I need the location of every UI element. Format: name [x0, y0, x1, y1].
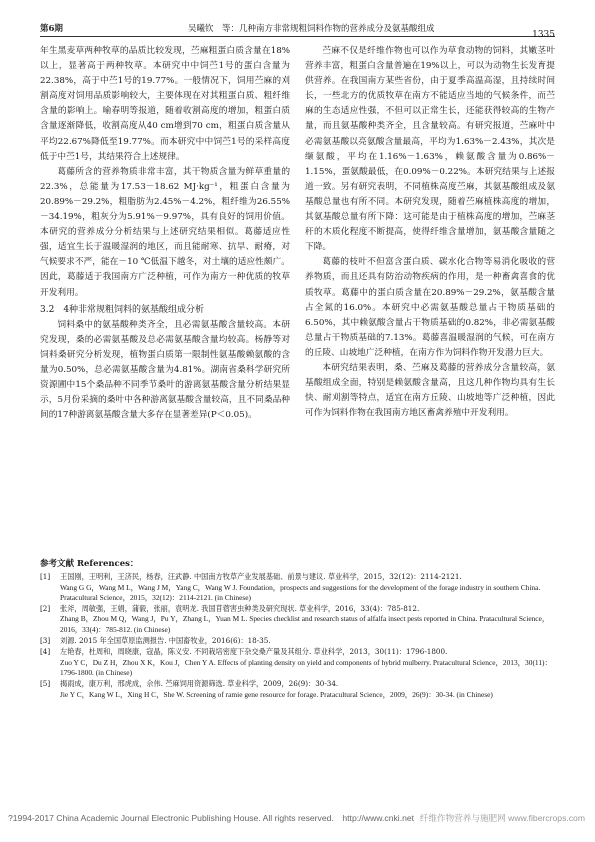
paragraph: 葛藤所含的营养物质非常丰富，其干物质含量为鲜草重量的22.3%，总能量为17.53－18.62 MJ·kg⁻¹，粗蛋白含量为20.89%－29.2%，粗脂肪为2.45%－4.2%，粗纤维为26.55%－34.19%，粗灰分为5.91%－9.97%，具有良好的饲用价值。本研究的营养成分分析结果与上述研究结果相似。葛藤适应性强，适宜生长于温暖湿润的地区，而且能耐寒、抗旱、耐瘠，对气候要求不严，能在－10 ℃低温下越冬，对土壤的适应性颇广。因此，葛藤适于我国南方广泛种植，可作为南方一种优质的牧草开发利用。: [40, 166, 290, 298]
right-column: [305, 44, 555, 549]
reference-en: Jie Y C，Kang W L，Xing H C，She W. Screening of ramie gene resource for forage. Pratacultural Science，2009，26(9)：30-34. (in Chinese): [60, 689, 493, 699]
issue-number: 第6期: [40, 24, 63, 34]
reference-item: [40, 679, 555, 700]
running-title: 吴曦钦 等：几种南方非常规粗饲料作物的营养成分及氨基酸组成: [188, 24, 435, 34]
paragraph: 饲料桑中的氨基酸种类齐全，且必需氨基酸含量较高。本研究发现，桑的必需氨基酸及总必需氨基酸含量均较高。杨静等对饲料桑研究分析发现，植物蛋白质第一限制性氨基酸赖氨酸的含量为0.50%，总必需氨基酸含量为4.81%。湖南省桑科学研究所资源圃中15个桑品种不同季节桑叶的游离氨基酸含量分析结果显示，5月份采摘的桑叶中各种游离氨基酸含量较高，且不同桑品种间的17种游离氨基酸含量大多存在显著差异(P＜0.05)。: [40, 319, 290, 421]
site-watermark: 纤维作物营养与施肥网 www.fibercrops.com: [419, 813, 585, 823]
reference-item: [40, 604, 555, 635]
section-heading: 3.2 4种非常规粗饲料的氨基酸组成分析: [40, 304, 205, 315]
copyright-notice: ?1994-2017 China Academic Journal Electronic Publishing House. All rights reserved. http://www.cnki.net: [8, 813, 415, 823]
reference-cn: 左艳春，杜周和，周晓康，寇晶，陈义安. 不同栽培密度下杂交桑产量及其组分. 草业科学，2013，30(11)：1796-1800.: [60, 647, 448, 657]
reference-number: [1]: [40, 572, 51, 582]
reference-cn: 揭雨成，康万利，邢虎成，佘伟. 苎麻饲用资源筛选. 草业科学，2009，26(9)：30-34.: [60, 679, 339, 689]
page-footer: [0, 812, 595, 832]
reference-en: Zuo Y C，Du Z H，Zhou X K，Kou J，Chen Y A. Effects of planting density on yield and components of hybrid mulberry. Pratacultural Science，2013，30(11)：1796-1800. (in Chinese): [60, 657, 552, 677]
references-title: 参考文献 References：: [40, 559, 139, 569]
reference-item: [40, 572, 555, 603]
body-columns: [40, 44, 555, 549]
reference-cn: 张斧，周敏强，王娟，蒲毅，张丽，袁明龙. 我国苜蓿害虫种类及研究现状. 草业科学，2016，33(4)：785-812.: [60, 604, 420, 614]
paragraph: 苎麻不仅是纤维作物也可以作为草食动物的饲料，其嫩茎叶营养丰富，粗蛋白含量普遍在19%以上，可以为动物生长发育提供营养。在我国南方某些省份，由于夏季高温高湿，且持续时间长，一些北方的优质牧草在南方不能适应当地的气候条件，而苎麻的生态适应性强，不但可以正常生长，还能获得较高的生物产量，而且氨基酸种类齐全，且含量较高。有研究报道，苎麻叶中必需氨基酸以亮氨酸含量最高，平均为1.63%－2.43%，其次是缬氨酸，平均在1.16%－1.63%，赖氨酸含量为0.86%－1.15%，蛋氨酸最低，在0.09%－0.22%。本研究结果与上述报道一致。另有研究表明，不同植株高度苎麻，其氨基酸组成及氨基酸总量也有所不同。本研究发现，随着苎麻植株高度的增加，其氨基酸总量有所下降：这可能是由于植株高度的增加，苎麻茎秆的木质化程度不断提高，使得纤维含量增加，氨基酸含量随之下降。: [305, 46, 555, 253]
reference-number: [5]: [40, 679, 51, 689]
reference-item: [40, 647, 555, 678]
reference-item: [40, 636, 555, 646]
paragraph: 葛藤的枝叶不但富含蛋白质、碳水化合物等易消化吸收的营养物质，而且还具有防治动物疾病的作用，是一种畜禽喜食的优质牧草。葛藤中的蛋白质含量在20.89%－29.2%，氨基酸含量占全氮的16.0%。本研究中必需氨基酸总量占干物质基础的6.50%，其中赖氨酸含量占干物质基础的0.82%，非必需氨基酸总量占干物质基础的7.13%。葛藤喜温暖湿润的气候，可在南方的丘陵、山坡地广泛种植，在南方作为饲料作物开发潜力巨大。: [305, 257, 555, 358]
reference-en: Wang G G，Wang M L，Wang J M，Yang C，Wang W J. Foundation，prospects and suggestions for the development of the forage industry in southern China. Pratacultural Science，2015，32(12)：2114-2121. (in Chinese): [60, 582, 541, 602]
reference-number: [3]: [40, 636, 51, 646]
reference-number: [2]: [40, 604, 51, 614]
left-column: [40, 44, 290, 549]
reference-cn: 刘源. 2015 年全国草原监测报告. 中国畜牧业，2016(6)：18-35.: [60, 636, 271, 646]
references-section: [40, 559, 555, 701]
reference-en: Zhang B，Zhou M Q，Wang J，Pu Y，Zhang L，Yuan M L. Species checklist and research status of alfalfa insect pests reported in China. Pratacultural Science，2016，33(4)：785-812. (in Chinese): [60, 614, 550, 634]
running-header: [40, 20, 555, 40]
reference-number: [4]: [40, 647, 51, 657]
paragraph: 年生黑麦草两种牧草的品质比较发现，苎麻粗蛋白质含量在18%以上，显著高于两种牧草。本研究中中饲苎1号的蛋白含量为22.38%，高于中苎1号的19.77%。一般情况下，饲用苎麻的刈割高度对饲用品质影响较大，主要体现在对其粗蛋白质、粗纤维含量的影响上。喻春明等报道，随着收割高度的增加，粗蛋白质含量逐渐降低，收割高度从40 cm增到70 cm，粗蛋白质含量从平均22.67%降低至19.77%。而本研究中中饲苎1号的采样高度低于中苎1号，其结果符合上述规律。: [40, 46, 290, 162]
reference-cn: 王国刚，王明利，王济民，杨春，汪武静. 中国南方牧草产业发展基础、前景与建议. 草业科学，2015，32(12)：2114-2121.: [60, 572, 462, 582]
paragraph: 本研究结果表明，桑、苎麻及葛藤的营养成分含量较高，氨基酸组成全面，特别是赖氨酸含量高，且这几种作物均具有生长快、耐刈割等特点，适宜在南方丘陵、山坡地等广泛种植，因此可作为饲料作物在我国南方地区畜禽养殖中开发利用。: [305, 362, 555, 419]
page-number: 1335: [532, 30, 555, 40]
